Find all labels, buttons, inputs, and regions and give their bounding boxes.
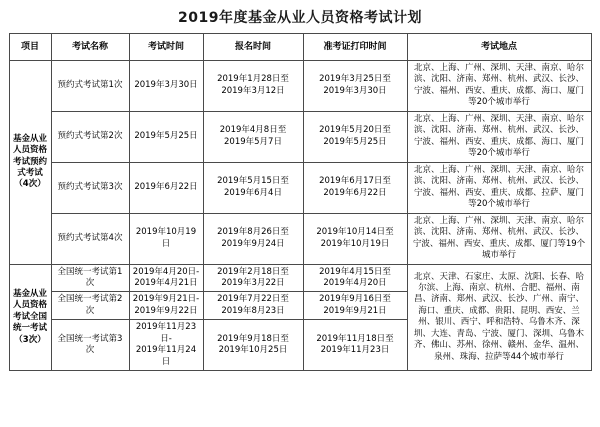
exam-plan-table bbox=[9, 33, 592, 371]
table-row bbox=[9, 162, 591, 213]
ticket-print-time bbox=[303, 61, 407, 112]
ticket-print-time bbox=[303, 292, 407, 320]
signup-time bbox=[203, 264, 303, 292]
ticket-print-time bbox=[303, 320, 407, 371]
table-header-row bbox=[9, 34, 591, 61]
ticket-time-line1: 2019年4月15日至 bbox=[319, 266, 391, 277]
table-row bbox=[9, 61, 591, 112]
signup-time-line2: 2019年5月7日 bbox=[224, 136, 282, 147]
ticket-time-line2: 2019年9月21日 bbox=[323, 305, 387, 316]
signup-time bbox=[203, 292, 303, 320]
signup-time-line2: 2019年3月12日 bbox=[221, 85, 285, 96]
exam-time bbox=[129, 264, 203, 292]
table-row bbox=[9, 264, 591, 292]
signup-time-line2: 2019年3月22日 bbox=[221, 277, 285, 288]
signup-time-line2: 2019年6月4日 bbox=[224, 187, 282, 198]
exam-location: 北京、上海、广州、深圳、天津、南京、哈尔滨、沈阳、济南、郑州、杭州、武汉、长沙、宁波、福州、西安、重庆、成都、拉萨、厦门等20个城市举行 bbox=[407, 162, 591, 213]
exam-name: 全国统一考试第1次 bbox=[51, 264, 129, 292]
group-label-national: 基金从业人员资格考试全国统一考试（3次） bbox=[9, 264, 51, 371]
ticket-time-line1: 2019年6月17日至 bbox=[319, 176, 391, 187]
ticket-print-time bbox=[303, 111, 407, 162]
ticket-time-line1: 2019年10月14日至 bbox=[316, 227, 394, 238]
exam-time: 2019年10月19日 bbox=[129, 213, 203, 264]
signup-time bbox=[203, 61, 303, 112]
column-header-ticket-time: 准考证打印时间 bbox=[303, 34, 407, 61]
exam-name: 预约式考试第3次 bbox=[51, 162, 129, 213]
signup-time-line1: 2019年5月15日至 bbox=[217, 176, 289, 187]
signup-time-line2: 2019年10月25日 bbox=[218, 345, 288, 356]
ticket-time-line1: 2019年5月20日至 bbox=[319, 125, 391, 136]
table-row bbox=[9, 213, 591, 264]
signup-time-line1: 2019年4月8日至 bbox=[219, 125, 287, 136]
column-header-project: 项目 bbox=[9, 34, 51, 61]
exam-name: 全国统一考试第2次 bbox=[51, 292, 129, 320]
exam-time-line2: 2019年4月21日 bbox=[134, 277, 198, 288]
column-header-exam-name: 考试名称 bbox=[51, 34, 129, 61]
column-header-exam-time: 考试时间 bbox=[129, 34, 203, 61]
signup-time-line1: 2019年7月22日至 bbox=[217, 294, 289, 305]
signup-time-line1: 2019年1月28日至 bbox=[217, 74, 289, 85]
signup-time bbox=[203, 162, 303, 213]
ticket-print-time bbox=[303, 213, 407, 264]
exam-time: 2019年5月25日 bbox=[129, 111, 203, 162]
exam-time bbox=[129, 292, 203, 320]
table-row bbox=[9, 111, 591, 162]
ticket-time-line2: 2019年11月23日 bbox=[320, 345, 390, 356]
exam-time-line1: 2019年11月23日- bbox=[135, 322, 197, 344]
ticket-time-line2: 2019年4月20日 bbox=[323, 277, 387, 288]
exam-time-line1: 2019年9月21日- bbox=[132, 294, 200, 305]
signup-time bbox=[203, 213, 303, 264]
ticket-print-time bbox=[303, 264, 407, 292]
exam-name: 预约式考试第2次 bbox=[51, 111, 129, 162]
ticket-time-line1: 2019年9月16日至 bbox=[319, 294, 391, 305]
exam-time-line2: 2019年11月24日 bbox=[135, 345, 197, 367]
exam-name: 全国统一考试第3次 bbox=[51, 320, 129, 371]
column-header-signup-time: 报名时间 bbox=[203, 34, 303, 61]
signup-time bbox=[203, 320, 303, 371]
exam-location: 北京、上海、广州、深圳、天津、南京、哈尔滨、沈阳、济南、郑州、杭州、武汉、长沙、宁波、福州、西安、重庆、成都、海口、厦门等20个城市举行 bbox=[407, 61, 591, 112]
column-header-location: 考试地点 bbox=[407, 34, 591, 61]
signup-time-line1: 2019年9月18日至 bbox=[217, 333, 289, 344]
table-body bbox=[9, 61, 591, 371]
ticket-time-line2: 2019年6月22日 bbox=[323, 187, 387, 198]
signup-time-line2: 2019年8月23日 bbox=[221, 305, 285, 316]
signup-time-line1: 2019年2月18日至 bbox=[217, 266, 289, 277]
ticket-time-line1: 2019年3月25日至 bbox=[319, 74, 391, 85]
exam-location: 北京、上海、广州、深圳、天津、南京、哈尔滨、沈阳、济南、郑州、杭州、武汉、长沙、宁波、福州、西安、重庆、成都、海口、厦门等20个城市举行 bbox=[407, 111, 591, 162]
ticket-time-line2: 2019年10月19日 bbox=[320, 238, 390, 249]
ticket-time-line1: 2019年11月18日至 bbox=[316, 333, 394, 344]
signup-time bbox=[203, 111, 303, 162]
signup-time-line2: 2019年9月24日 bbox=[221, 238, 285, 249]
ticket-print-time bbox=[303, 162, 407, 213]
ticket-time-line2: 2019年3月30日 bbox=[323, 85, 387, 96]
page-title: 2019年度基金从业人员资格考试计划 bbox=[178, 10, 422, 26]
signup-time-line1: 2019年8月26日至 bbox=[217, 227, 289, 238]
exam-time-line1: 2019年4月20日- bbox=[132, 266, 200, 277]
exam-time bbox=[129, 320, 203, 371]
exam-name: 预约式考试第1次 bbox=[51, 61, 129, 112]
exam-time-line2: 2019年9月22日 bbox=[134, 305, 198, 316]
exam-time: 2019年3月30日 bbox=[129, 61, 203, 112]
exam-location: 北京、天津、石家庄、太原、沈阳、长春、哈尔滨、上海、南京、杭州、合肥、福州、南昌、济南、郑州、武汉、长沙、广州、南宁、海口、重庆、成都、贵阳、昆明、西安、兰州、银川、西宁、呼和浩特、乌鲁木齐、深圳、大连、青岛、宁波、厦门、深圳、乌鲁木齐、佛山、苏州、徐州、赣州、金华、温州、泉州、珠海、拉萨等44个城市举行 bbox=[407, 264, 591, 371]
exam-time: 2019年6月22日 bbox=[129, 162, 203, 213]
group-label-appointment: 基金从业人员资格考试预约式考试（4次） bbox=[9, 61, 51, 265]
ticket-time-line2: 2019年5月25日 bbox=[323, 136, 387, 147]
exam-name: 预约式考试第4次 bbox=[51, 213, 129, 264]
exam-location: 北京、上海、广州、深圳、天津、南京、哈尔滨、沈阳、济南、郑州、杭州、武汉、长沙、宁波、福州、西安、重庆、成都、厦门等19个城市举行 bbox=[407, 213, 591, 264]
